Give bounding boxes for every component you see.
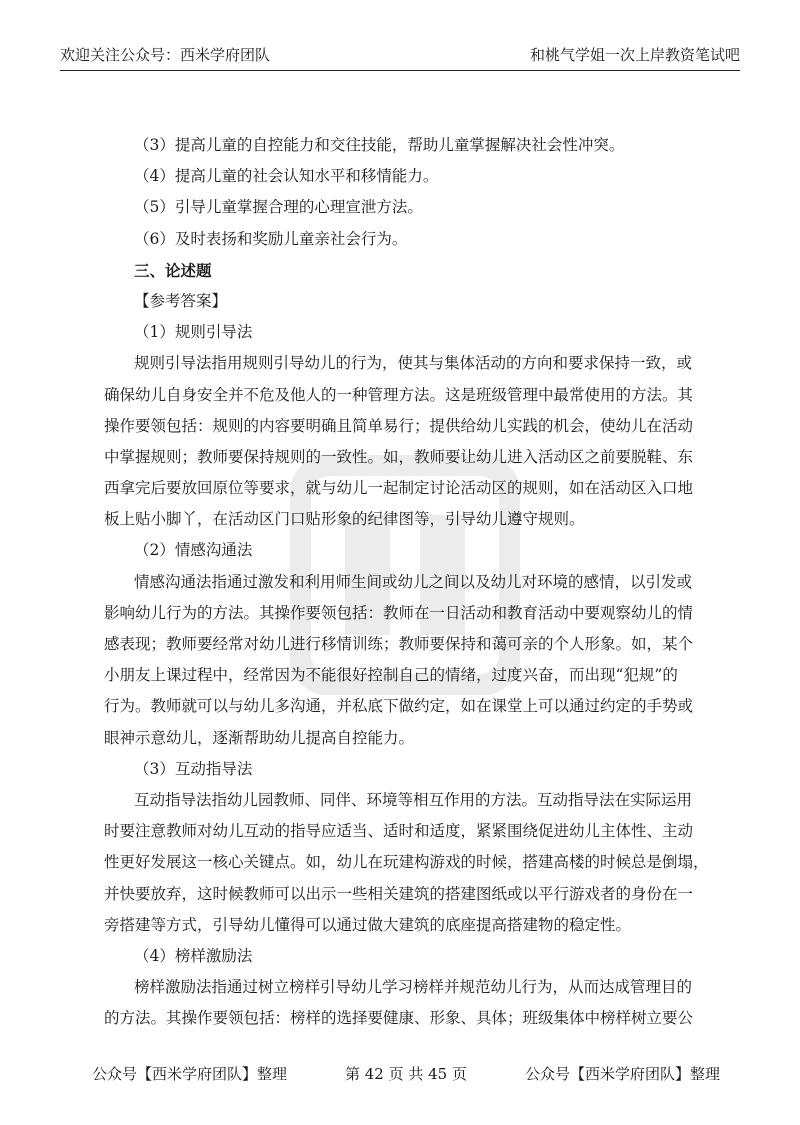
page-header — [60, 44, 740, 71]
paragraph-line: 时要注意教师对幼儿互动的指导应适当、适时和适度，紧紧围绕促进幼儿主体性、主动 — [104, 822, 694, 841]
paragraph-line: 小朋友上课过程中，经常因为不能很好控制自己的情绪，过度兴奋，而出现“犯规”的 — [104, 666, 678, 685]
header-left-text: 欢迎关注公众号：西米学府团队 — [60, 46, 271, 64]
paragraph-line: 情感沟通法指通过激发和利用师生间或幼儿之间以及幼儿对环境的感情，以引发或 — [134, 572, 693, 591]
paragraph-line: 中掌握规则；教师要保持规则的一致性。如，教师要让幼儿进入活动区之前要脱鞋、东 — [104, 447, 694, 466]
paragraph-line: 感表现；教师要经常对幼儿进行移情训练；教师要保持和蔼可亲的个人形象。如，某个 — [104, 635, 694, 653]
page-number: 第 42 页 共 45 页 — [344, 1065, 467, 1083]
paragraph-line: 性更好发展这一核心关键点。如，幼儿在玩建构游戏的时候，搭建高楼的时候总是倒塌， — [104, 853, 709, 872]
footer-left-text: 公众号【西米学府团队】整理 — [92, 1065, 288, 1083]
paragraph-line: 规则引导法指用规则引导幼儿的行为，使其与集体活动的方向和要求保持一致，或 — [134, 354, 693, 373]
paragraph-line: 榜样激励法指通过树立榜样引导幼儿学习榜样并规范幼儿行为，从而达成管理目的 — [134, 978, 693, 997]
list-item: （5）引导儿童掌握合理的心理宣泄方法。 — [134, 198, 423, 217]
list-item: （4）提高儿童的社会认知水平和移情能力。 — [134, 167, 439, 186]
method-heading: （2）情感沟通法 — [134, 541, 253, 560]
header-right-text: 和桃气学姐一次上岸教资笔试吧 — [529, 46, 740, 64]
method-heading: （1）规则引导法 — [134, 323, 253, 342]
paragraph-line: 操作要领包括：规则的内容要明确且简单易行；提供给幼儿实践的机会，使幼儿在活动 — [104, 416, 694, 435]
list-item: （6）及时表扬和奖励儿童亲社会行为。 — [134, 229, 408, 248]
paragraph-line: 的方法。其操作要领包括：榜样的选择要健康、形象、具体；班级集体中榜样树立要公 — [104, 1009, 694, 1028]
paragraph-line: 确保幼儿自身安全并不危及他人的一种管理方法。这是班级管理中最常使用的方法。其 — [104, 385, 694, 404]
footer-right-text: 公众号【西米学府团队】整理 — [524, 1065, 720, 1083]
paragraph-line: 影响幼儿行为的方法。其操作要领包括：教师在一日活动和教育活动中要观察幼儿的情 — [104, 603, 694, 622]
paragraph-line: 互动指导法指幼儿园教师、同伴、环境等相互作用的方法。互动指导法在实际运用 — [134, 790, 693, 809]
method-heading: （3）互动指导法 — [134, 759, 253, 778]
list-item: （3）提高儿童的自控能力和交往技能，帮助儿童掌握解决社会性冲突。 — [134, 136, 625, 154]
paragraph-line: 板上贴小脚丫，在活动区门口贴形象的纪律图等，引导幼儿遵守规则。 — [104, 510, 585, 529]
answer-label: 【参考答案】 — [134, 291, 228, 310]
paragraph-line: 行为。教师就可以与幼儿多沟通，并私底下做约定，如在课堂上可以通过约定的手势或 — [104, 697, 694, 716]
paragraph-line: 旁搭建等方式，引导幼儿懂得可以通过做大建筑的底座提高搭建物的稳定性。 — [104, 915, 632, 934]
page-footer — [92, 1063, 720, 1084]
section-title: 三、论述题 — [134, 260, 212, 280]
paragraph-line: 眼神示意幼儿，逐渐帮助幼儿提高自控能力。 — [104, 728, 415, 747]
document-body — [104, 130, 714, 1034]
paragraph-line: 西拿完后要放回原位等要求，就与幼儿一起制定讨论活动区的规则，如在活动区入口地 — [104, 479, 694, 498]
paragraph-line: 并快要放弃，这时候教师可以出示一些相关建筑的搭建图纸或以平行游戏者的身份在一 — [104, 884, 694, 903]
method-heading: （4）榜样激励法 — [134, 946, 253, 965]
